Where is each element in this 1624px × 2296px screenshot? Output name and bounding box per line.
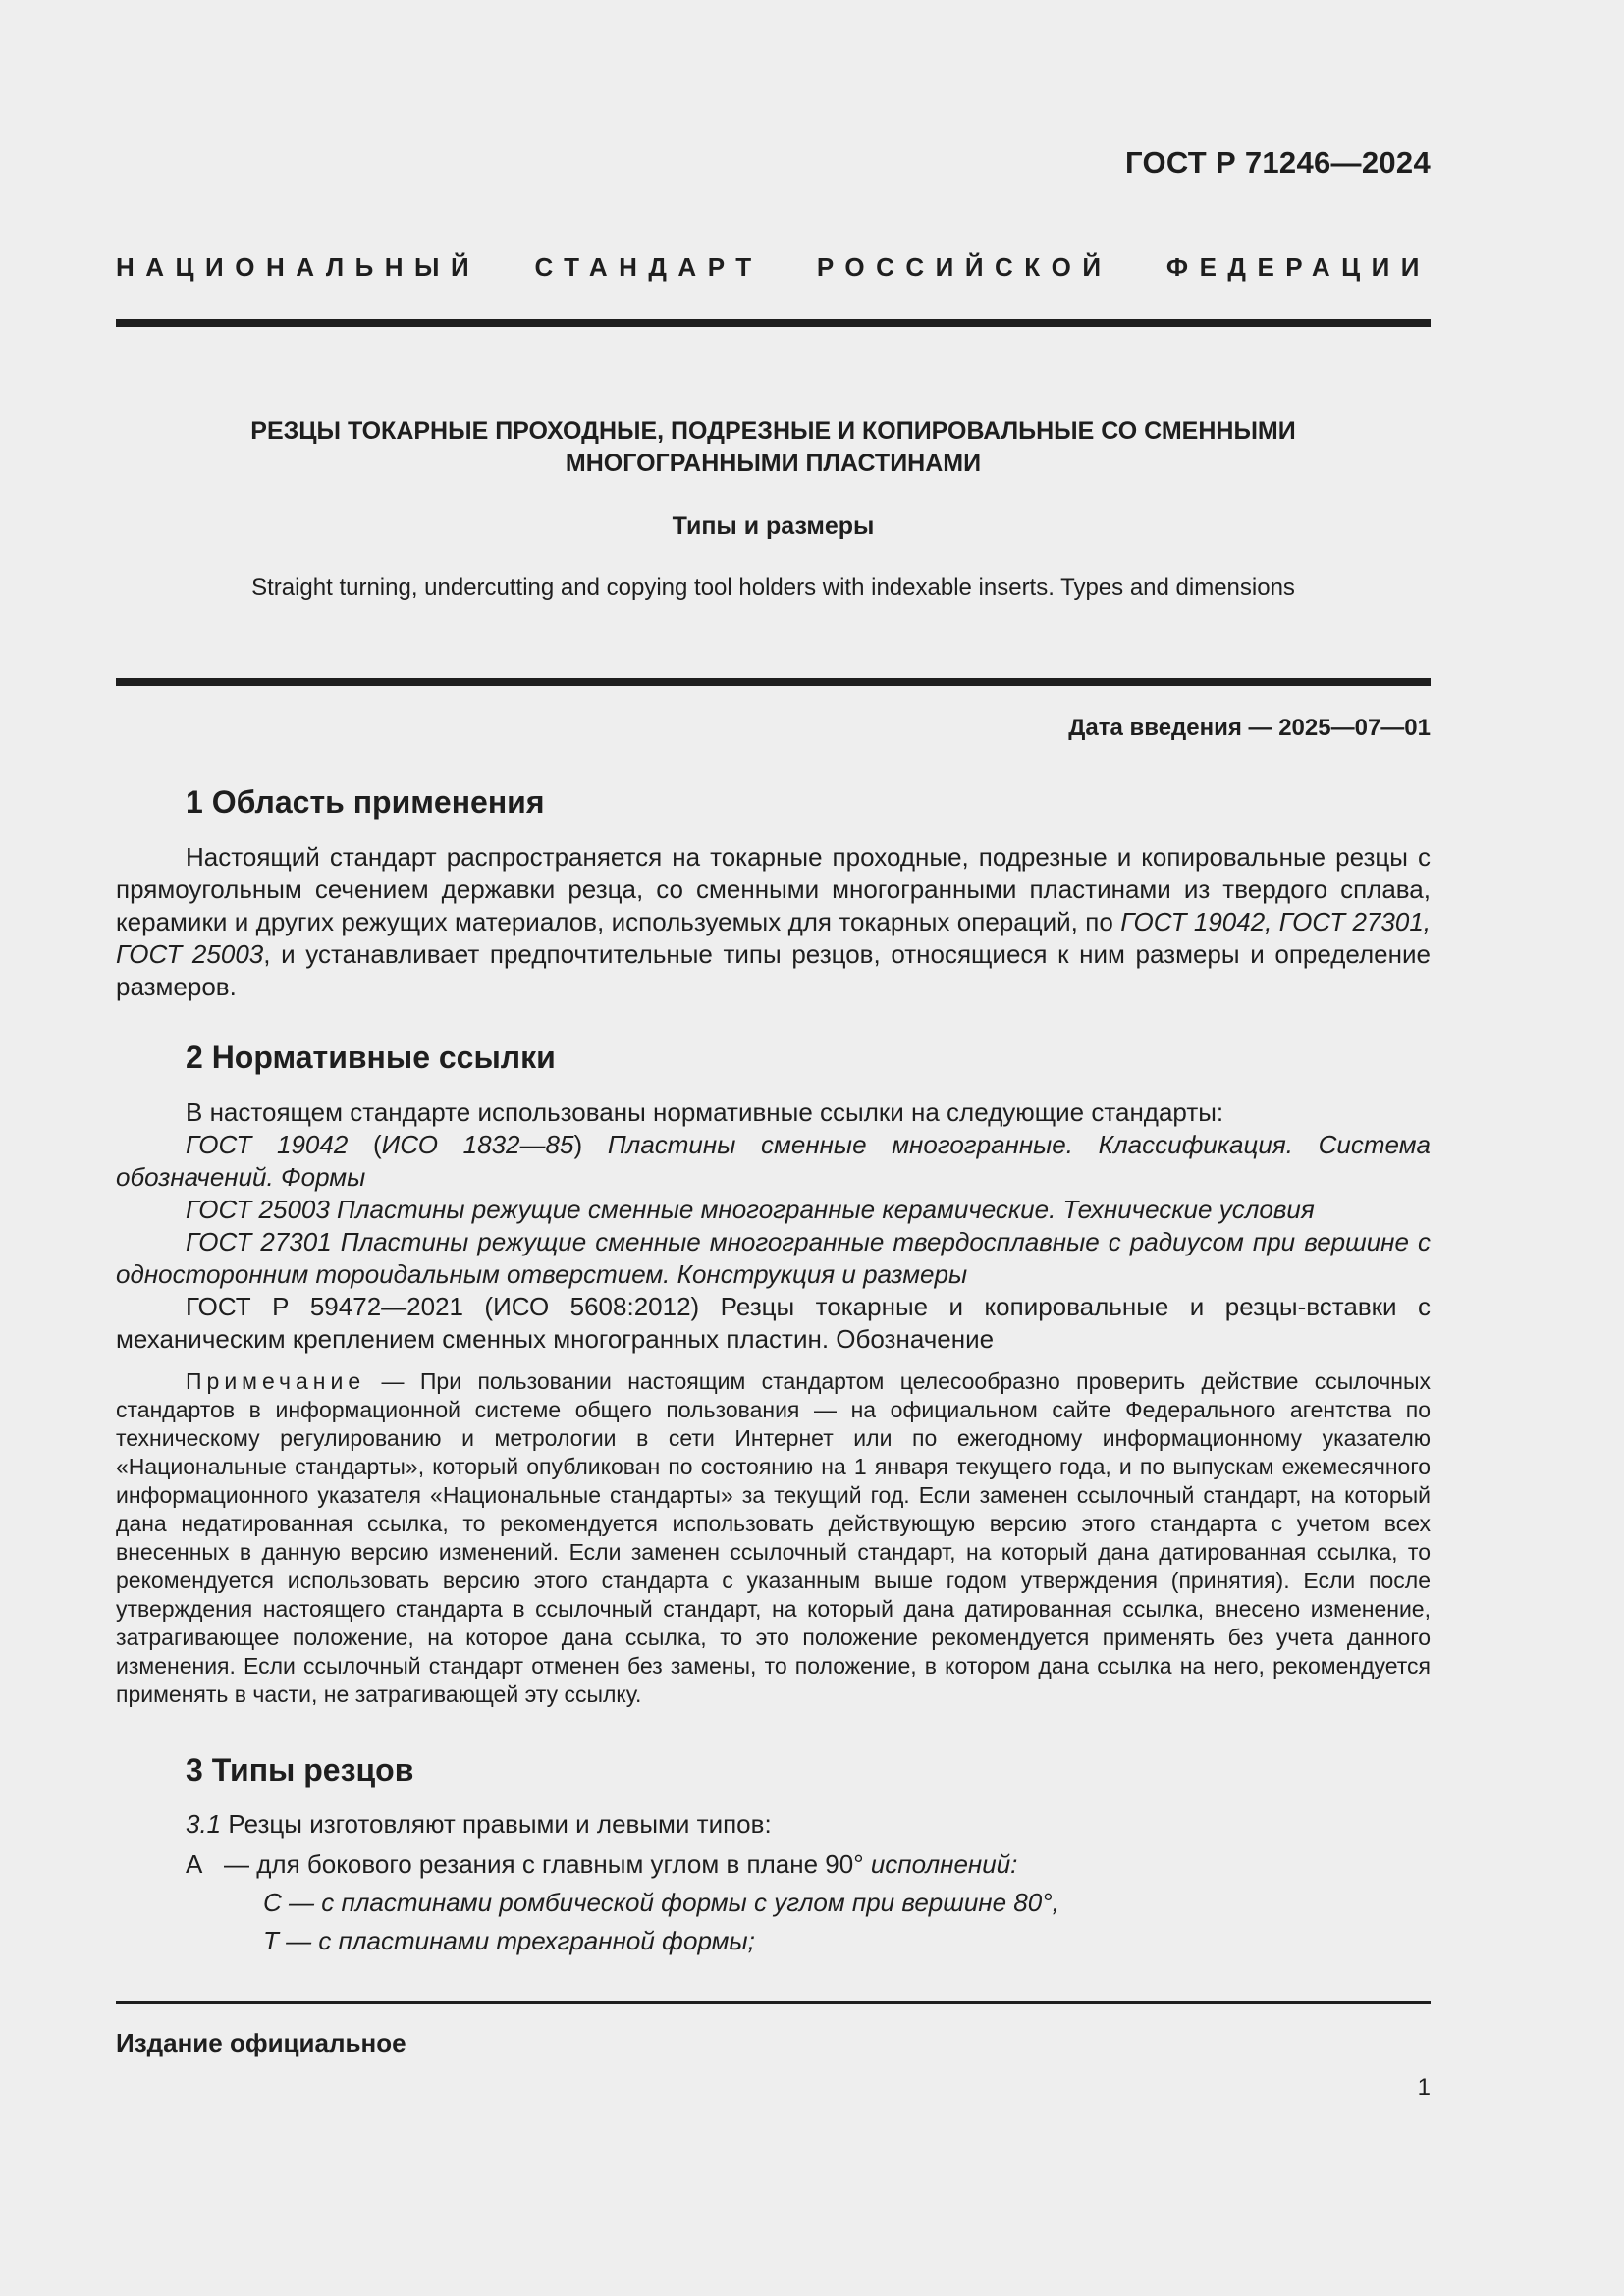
title-line-2: МНОГОГРАННЫМИ ПЛАСТИНАМИ [565, 450, 982, 477]
clause-3-1 [186, 1808, 772, 1841]
document-title [116, 415, 1431, 480]
national-standard-label: НАЦИОНАЛЬНЫЙ СТАНДАРТ РОССИЙСКОЙ ФЕДЕРАЦИИ [116, 252, 1431, 282]
type-a-italic: исполнений: [863, 1849, 1018, 1879]
ref2-text: ГОСТ 25003 Пластины режущие сменные многогранные керамические. Технические условия [186, 1195, 1315, 1224]
section-1-body [116, 841, 1431, 1003]
variant-c-text: С — с пластинами ромбической формы с углом при вершине 80°, [263, 1888, 1059, 1917]
note-text: — При пользовании настоящим стандартом целесообразно проверить действие ссылочных стандартов в информационной системе общего пользования — на официальном сайте Федерального агентства по техническому регулированию и метрологии в сети Интернет или по ежегодному информационному указателю «Национальные стандарты», который опубликован по состоянию на 1 января текущего года, и по выпускам ежемесячного информационного указателя «Национальные стандарты» за текущий год. Если заменен ссылочный стандарт, на который дана недатированная ссылка, то рекомендуется использовать действующую версию этого стандарта с учетом всех внесенных в данную версию изменений. Если заменен ссылочный стандарт, на который дана датированная ссылка, то рекомендуется использовать версию этого стандарта с указанным выше годом утверждения (принятия). Если после утверждения настоящего стандарта в ссылочный стандарт, на который дана датированная ссылка, внесено изменение, затрагивающее положение, на которое дана ссылка, то это положение рекомендуется применять без учета данного изменения. Если ссылочный стандарт отменен без замены, то положение, в котором дана ссылка на него, рекомендуется применять в части, не затрагивающей эту ссылку. [116, 1368, 1431, 1707]
english-title: Straight turning, undercutting and copying tool holders with indexable inserts. Types and dimensions [251, 574, 1295, 601]
page-number: 1 [1417, 2074, 1431, 2101]
section-2-body [116, 1096, 1431, 1356]
section-1-heading: 1 Область применения [186, 784, 545, 820]
variant-t-text: Т — с пластинами трехгранной формы; [263, 1926, 755, 1955]
header-rule [116, 319, 1431, 327]
type-a-item [224, 1848, 1017, 1881]
scope-text-a: Настоящий стандарт распространяется на токарные проходные, подрезные и копировальные резцы с прямоугольным сечением державки резца, со сменными многогранными пластинами из твердого сплава, керамики и других режущих материалов, используемых для токарных операций, по [116, 842, 1431, 936]
section-3-heading: 3 Типы резцов [186, 1752, 414, 1788]
official-edition-label: Издание официальное [116, 2028, 406, 2057]
section-1-paragraph [116, 841, 1431, 1003]
type-a-text: — для бокового резания с главным углом в плане 90° [224, 1849, 864, 1879]
reference-gost-25003 [116, 1194, 1431, 1226]
note-label: Примечание [186, 1368, 366, 1394]
document-subtitle: Типы и размеры [672, 512, 875, 540]
reference-gost-19042 [116, 1129, 1431, 1194]
section-2-heading: 2 Нормативные ссылки [186, 1040, 556, 1075]
clause-number: 3.1 [186, 1809, 222, 1839]
ref1-paren-close: ) [573, 1130, 608, 1159]
variant-c [263, 1887, 1059, 1919]
type-a-letter: А [186, 1849, 203, 1879]
clause-text: Резцы изготовляют правыми и левыми типов: [221, 1809, 772, 1839]
introduction-date: Дата введения — 2025—07—01 [1068, 715, 1431, 741]
title-line-1: РЕЗЦЫ ТОКАРНЫЕ ПРОХОДНЫЕ, ПОДРЕЗНЫЕ И КОПИРОВАЛЬНЫЕ СО СМЕННЫМИ [250, 417, 1296, 445]
scope-text-b: , и устанавливает предпочтительные типы резцов, относящиеся к ним размеры и определение размеров. [116, 939, 1431, 1001]
references-intro: В настоящем стандарте использованы нормативные ссылки на следующие стандарты: [186, 1097, 1224, 1127]
ref1-iso: ИСО 1832—85 [381, 1130, 574, 1159]
ref1-code: ГОСТ 19042 [186, 1130, 349, 1159]
reference-gost-r-59472: ГОСТ Р 59472—2021 (ИСО 5608:2012) Резцы токарные и копировальные и резцы-вставки с механическим креплением сменных многогранных пластин. Обозначение [116, 1292, 1431, 1354]
document-number: ГОСТ Р 71246—2024 [1125, 145, 1431, 180]
reference-gost-27301 [116, 1226, 1431, 1291]
variant-t [263, 1925, 755, 1957]
ref1-title: Пластины сменные многогранные. Классификация. Система обозначений. Формы [116, 1130, 1431, 1192]
ref1-paren-open: ( [348, 1130, 382, 1159]
title-rule [116, 678, 1431, 686]
ref3-text: ГОСТ 27301 Пластины режущие сменные многогранные твердосплавные с радиусом при вершине с односторонним тороидальным отверстием. Конструкция и размеры [116, 1227, 1431, 1289]
scope-references: ГОСТ 19042, ГОСТ 27301, ГОСТ 25003 [116, 907, 1431, 969]
note-paragraph [116, 1367, 1431, 1709]
footer-rule [116, 2001, 1431, 2004]
